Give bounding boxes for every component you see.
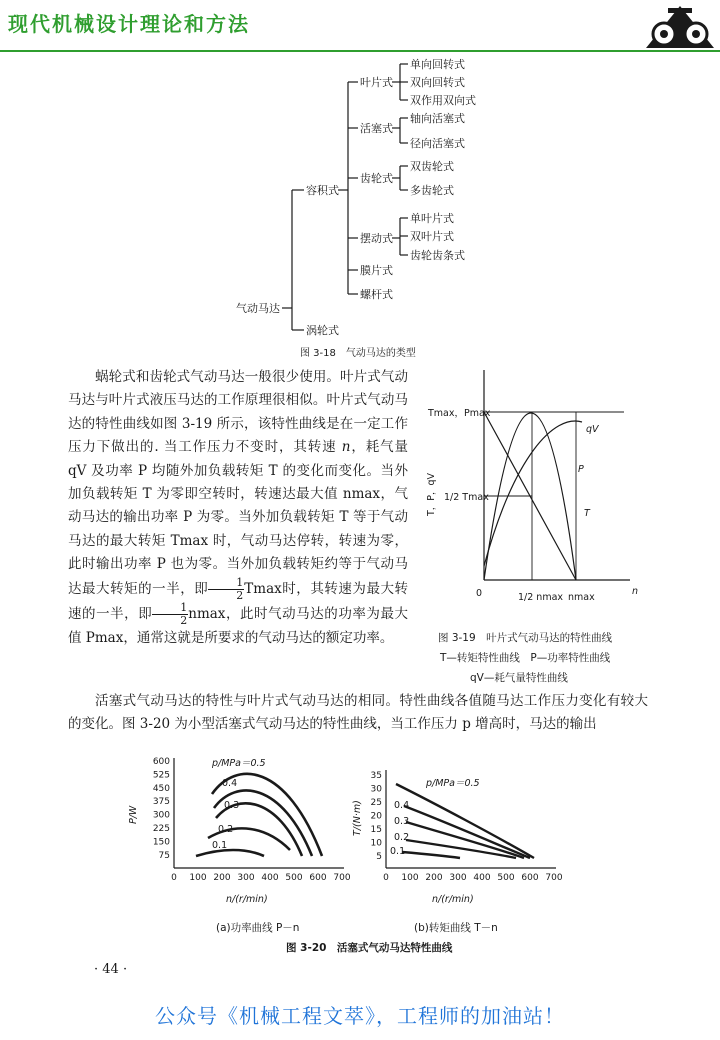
fraction-half: $\frac{1}{2}$ bbox=[152, 602, 188, 627]
tree-group-swing: 摆动式 bbox=[360, 232, 393, 245]
b-y-tick-15: 15 bbox=[370, 825, 382, 835]
curve-label: 0.2 bbox=[218, 824, 234, 835]
curve-label: 0.2 bbox=[394, 832, 410, 843]
x-axis-label: n bbox=[632, 586, 639, 597]
curve-label: 0.1 bbox=[212, 840, 228, 851]
torque-curve-0.5 bbox=[396, 784, 534, 858]
a-y-tick-75: 75 bbox=[158, 850, 170, 861]
y-axis-label: T/(N·m) bbox=[352, 800, 363, 836]
a-x-tick-500: 500 bbox=[285, 873, 303, 883]
figure-3-20-caption: 图 3-20 活塞式气动马达特性曲线 bbox=[286, 942, 453, 954]
curve-label: 0.1 bbox=[390, 846, 406, 857]
a-y-tick-300: 300 bbox=[152, 810, 170, 821]
paragraph-piston-motor: 活塞式气动马达的特性与叶片式气动马达的相同。特性曲线各值随马达工作压力变化有较大的变化。图 3-20 为小型活塞式气动马达的特性曲线，当工作压力 p 增高时，马达的输出 bbox=[68, 693, 648, 733]
y-axis-label: P/W bbox=[128, 805, 139, 824]
pressure-label: p/MPa＝0.5 bbox=[426, 778, 480, 789]
figure-3-18-tree bbox=[0, 0, 720, 360]
fraction-half: $\frac{1}{2}$ bbox=[208, 577, 244, 602]
tree-branch-volumetric: 容积式 bbox=[306, 184, 339, 197]
a-x-tick-400: 400 bbox=[261, 873, 279, 883]
figure-3-20b-caption: (b)转矩曲线 T－n bbox=[414, 922, 498, 934]
tree-group-diaphragm: 膜片式 bbox=[360, 264, 393, 277]
torque-curve-0.1 bbox=[402, 852, 460, 858]
tree-item: 单叶片式 bbox=[410, 212, 454, 225]
a-y-tick-225: 225 bbox=[152, 824, 170, 834]
b-x-tick-700: 700 bbox=[545, 873, 563, 883]
a-y-tick-375: 375 bbox=[152, 797, 170, 808]
b-x-tick-500: 500 bbox=[497, 873, 515, 883]
symbol-n: n bbox=[341, 439, 351, 456]
a-y-tick-150: 150 bbox=[152, 837, 170, 848]
paragraph-text: nmax，此时气动马达的功率为最大值 Pmax，通常这就是所要求的气动马达的额定功率。 bbox=[68, 605, 408, 646]
curve-label: 0.3 bbox=[394, 816, 410, 827]
y-axis-label: T，P，qV bbox=[426, 472, 437, 516]
x-axis-label: n/(r/min) bbox=[432, 894, 474, 905]
tree-item: 双向回转式 bbox=[410, 76, 465, 89]
figure-3-19-chart bbox=[414, 366, 650, 618]
b-y-tick-25: 25 bbox=[370, 798, 382, 808]
y-tick-max: Tmax，Pmax bbox=[428, 408, 491, 419]
tree-group-vane: 叶片式 bbox=[360, 76, 393, 89]
tree-item: 齿轮齿条式 bbox=[410, 249, 465, 262]
b-x-tick-200: 200 bbox=[425, 873, 443, 883]
tree-branch-turbine: 涡轮式 bbox=[306, 324, 339, 337]
tree-group-piston: 活塞式 bbox=[360, 122, 393, 135]
footer-slogan: 公众号《机械工程文萃》，工程师的加油站！ bbox=[155, 1004, 565, 1028]
b-x-tick-400: 400 bbox=[473, 873, 491, 883]
a-x-tick-200: 200 bbox=[213, 873, 231, 883]
tree-root: 气动马达 bbox=[236, 302, 280, 315]
figure-3-20a-power-chart bbox=[126, 752, 356, 908]
page-number: · 44 · bbox=[94, 962, 128, 977]
figure-3-19-legend-2: qV—耗气量特性曲线 bbox=[470, 672, 568, 684]
tree-item: 径向活塞式 bbox=[410, 137, 465, 150]
a-x-tick-600: 600 bbox=[309, 873, 327, 883]
pressure-label: p/MPa＝0.5 bbox=[212, 758, 266, 769]
tree-item: 双齿轮式 bbox=[410, 160, 454, 173]
b-y-tick-30: 30 bbox=[370, 784, 382, 795]
curve-label-p: P bbox=[578, 464, 584, 475]
book-title: 现代机械设计理论和方法 bbox=[8, 12, 250, 36]
b-x-tick-100: 100 bbox=[401, 873, 419, 883]
x-tick-max: nmax bbox=[568, 592, 595, 603]
tree-item: 双叶片式 bbox=[410, 230, 454, 243]
figure-3-20b-torque-chart bbox=[352, 766, 576, 908]
curve-label-q: qV bbox=[586, 424, 599, 435]
b-x-tick-0: 0 bbox=[383, 873, 389, 883]
a-y-tick-600: 600 bbox=[152, 757, 170, 767]
tree-group-gear: 齿轮式 bbox=[360, 172, 393, 185]
figure-3-19-legend-1: T—转矩特性曲线 P—功率特性曲线 bbox=[440, 652, 611, 664]
b-y-tick-5: 5 bbox=[376, 852, 382, 862]
power-curve-0.1 bbox=[196, 850, 264, 856]
tree-item: 双作用双向式 bbox=[410, 94, 476, 107]
a-x-tick-0: 0 bbox=[171, 873, 177, 883]
b-y-tick-20: 20 bbox=[370, 811, 382, 822]
x-tick-half: 1/2 nmax bbox=[518, 592, 564, 603]
paragraph-text: 蜗轮式和齿轮式气动马达一般很少使用。叶片式气动马达与叶片式液压马达的工作原理很相似。叶片式气动马达的特性曲线如图 3-19 所示，该特性曲线是在一定工作压力下做出的. 当工作压力不变时，其转速 bbox=[68, 369, 408, 456]
figure-3-19-caption: 图 3-19 叶片式气动马达的特性曲线 bbox=[438, 632, 613, 644]
paragraph-text: Tmax时，其转速为最大转速的一半，即 bbox=[68, 580, 409, 622]
curve-label-t: T bbox=[584, 508, 590, 519]
a-y-tick-450: 450 bbox=[152, 783, 170, 794]
a-x-tick-300: 300 bbox=[237, 873, 255, 883]
curve-label: 0.3 bbox=[224, 800, 240, 811]
a-x-tick-700: 700 bbox=[333, 873, 351, 883]
origin-label: 0 bbox=[476, 588, 483, 599]
x-axis-label: n/(r/min) bbox=[226, 894, 268, 905]
figure-3-20a-caption: (a)功率曲线 P－n bbox=[216, 922, 300, 934]
curve-label: 0.4 bbox=[222, 778, 238, 789]
paragraph-vane-motor bbox=[68, 366, 408, 650]
b-x-tick-600: 600 bbox=[521, 873, 539, 883]
a-x-tick-100: 100 bbox=[189, 873, 207, 883]
b-y-tick-35: 35 bbox=[370, 771, 382, 781]
a-y-tick-525: 525 bbox=[152, 770, 170, 781]
tree-item: 单向回转式 bbox=[410, 58, 465, 71]
b-x-tick-300: 300 bbox=[449, 873, 467, 883]
y-tick-half: 1/2 Tmax bbox=[444, 492, 489, 503]
tree-group-screw: 螺杆式 bbox=[360, 288, 393, 301]
curve-label: 0.4 bbox=[394, 800, 410, 811]
tree-item: 多齿轮式 bbox=[410, 184, 454, 197]
figure-3-18-caption: 图 3-18 气动马达的类型 bbox=[300, 348, 416, 359]
b-y-tick-10: 10 bbox=[370, 838, 382, 849]
torque-curve-0.3 bbox=[406, 822, 524, 858]
paragraph-text: ，耗气量 qV 及功率 P 均随外加负载转矩 T 的变化而变化。当外加负载转矩 T 为零即空转时，转速达最大值 nmax，气动马达的输出功率 P 为零。当外加负载转矩 T 等于气动马达的最大转矩 Tmax 时，气动马达停转，转速为零，此时输出功率 P 也为零。当外加负载转矩约等于气动马达最大转矩的一半，即 bbox=[68, 439, 408, 597]
tree-item: 轴向活塞式 bbox=[410, 112, 465, 125]
